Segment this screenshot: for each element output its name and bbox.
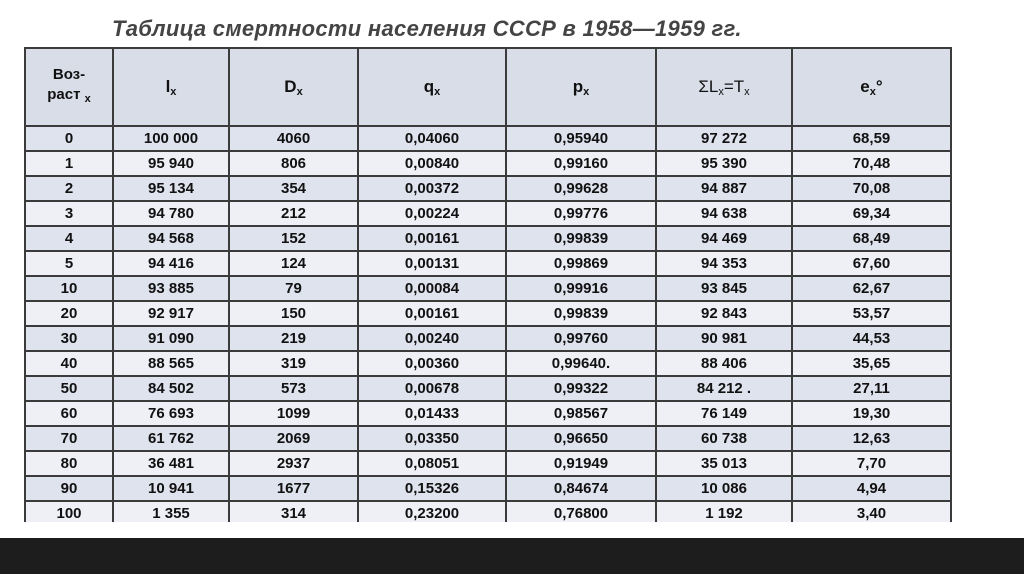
cell-lx: 84 502 <box>113 376 229 401</box>
cell-age: 50 <box>25 376 113 401</box>
cell-qx: 0,00224 <box>358 201 506 226</box>
cell-lx: 100 000 <box>113 126 229 151</box>
cell-ex: 62,67 <box>792 276 951 301</box>
cell-px: 0,99160 <box>506 151 656 176</box>
slide <box>22 0 974 522</box>
cell-lx: 94 780 <box>113 201 229 226</box>
col-header-dx <box>229 48 358 126</box>
cell-age: 60 <box>25 401 113 426</box>
cell-lx: 93 885 <box>113 276 229 301</box>
cell-qx: 0,00161 <box>358 226 506 251</box>
table-row <box>25 376 951 401</box>
mortality-table <box>24 47 952 522</box>
cell-dx: 319 <box>229 351 358 376</box>
cell-qx: 0,01433 <box>358 401 506 426</box>
cell-dx: 124 <box>229 251 358 276</box>
cell-lx: 1 355 <box>113 501 229 522</box>
cell-dx: 152 <box>229 226 358 251</box>
dx-symbol: D <box>284 76 297 96</box>
cell-tx: 97 272 <box>656 126 792 151</box>
cell-dx: 4060 <box>229 126 358 151</box>
table-row <box>25 401 951 426</box>
mortality-table-container <box>22 47 972 522</box>
col-header-age <box>25 48 113 126</box>
cell-ex: 35,65 <box>792 351 951 376</box>
cell-age: 80 <box>25 451 113 476</box>
col-header-qx <box>358 48 506 126</box>
cell-lx: 10 941 <box>113 476 229 501</box>
cell-dx: 1099 <box>229 401 358 426</box>
cell-qx: 0,04060 <box>358 126 506 151</box>
cell-tx: 93 845 <box>656 276 792 301</box>
cell-tx: 88 406 <box>656 351 792 376</box>
cell-px: 0,99869 <box>506 251 656 276</box>
table-row <box>25 126 951 151</box>
cell-dx: 150 <box>229 301 358 326</box>
age-header-bottom: раст <box>47 86 81 103</box>
cell-tx: 10 086 <box>656 476 792 501</box>
cell-px: 0,91949 <box>506 451 656 476</box>
cell-lx: 91 090 <box>113 326 229 351</box>
cell-age: 3 <box>25 201 113 226</box>
table-row <box>25 226 951 251</box>
cell-ex: 70,08 <box>792 176 951 201</box>
cell-tx: 35 013 <box>656 451 792 476</box>
table-row <box>25 151 951 176</box>
lx-sub: x <box>170 85 177 98</box>
px-symbol: p <box>572 76 584 96</box>
cell-px: 0,84674 <box>506 476 656 501</box>
table-row <box>25 426 951 451</box>
cell-ex: 4,94 <box>792 476 951 501</box>
cell-age: 2 <box>25 176 113 201</box>
cell-ex: 7,70 <box>792 451 951 476</box>
cell-tx: 1 192 <box>656 501 792 522</box>
cell-ex: 19,30 <box>792 401 951 426</box>
ex-degree: ° <box>875 76 883 96</box>
cell-tx: 94 353 <box>656 251 792 276</box>
cell-qx: 0,08051 <box>358 451 506 476</box>
cell-lx: 94 568 <box>113 226 229 251</box>
cell-px: 0,99839 <box>506 226 656 251</box>
cell-dx: 2937 <box>229 451 358 476</box>
age-header-top: Воз- <box>52 66 86 83</box>
page-title: Таблица смертности населения СССР в 1958—1959 гг. <box>112 16 742 41</box>
table-row <box>25 201 951 226</box>
cell-px: 0,96650 <box>506 426 656 451</box>
table-row <box>25 451 951 476</box>
cell-age: 10 <box>25 276 113 301</box>
cell-qx: 0,00360 <box>358 351 506 376</box>
cell-lx: 36 481 <box>113 451 229 476</box>
cell-age: 0 <box>25 126 113 151</box>
cell-tx: 76 149 <box>656 401 792 426</box>
cell-ex: 69,34 <box>792 201 951 226</box>
cell-qx: 0,00372 <box>358 176 506 201</box>
table-row <box>25 326 951 351</box>
cell-age: 90 <box>25 476 113 501</box>
cell-ex: 53,57 <box>792 301 951 326</box>
cell-dx: 354 <box>229 176 358 201</box>
cell-tx: 90 981 <box>656 326 792 351</box>
px-sub: x <box>583 85 590 98</box>
cell-ex: 27,11 <box>792 376 951 401</box>
cell-qx: 0,00084 <box>358 276 506 301</box>
cell-ex: 68,49 <box>792 226 951 251</box>
cell-dx: 219 <box>229 326 358 351</box>
table-row <box>25 501 951 522</box>
lx-symbol: l <box>165 76 171 96</box>
cell-tx: 84 212 . <box>656 376 792 401</box>
cell-dx: 79 <box>229 276 358 301</box>
cell-age: 100 <box>25 501 113 522</box>
cell-tx: 92 843 <box>656 301 792 326</box>
cell-age: 40 <box>25 351 113 376</box>
cell-tx: 94 638 <box>656 201 792 226</box>
ex-sub: x <box>869 85 876 98</box>
cell-dx: 1677 <box>229 476 358 501</box>
cell-dx: 314 <box>229 501 358 522</box>
cell-qx: 0,00678 <box>358 376 506 401</box>
cell-tx: 95 390 <box>656 151 792 176</box>
cell-age: 4 <box>25 226 113 251</box>
qx-sub: x <box>434 85 441 98</box>
cell-ex: 68,59 <box>792 126 951 151</box>
cell-px: 0,99322 <box>506 376 656 401</box>
cell-ex: 3,40 <box>792 501 951 522</box>
cell-qx: 0,00840 <box>358 151 506 176</box>
cell-qx: 0,00131 <box>358 251 506 276</box>
table-row <box>25 476 951 501</box>
presentation-footer-bar <box>0 538 1024 574</box>
cell-qx: 0,03350 <box>358 426 506 451</box>
cell-lx: 88 565 <box>113 351 229 376</box>
cell-ex: 67,60 <box>792 251 951 276</box>
cell-lx: 76 693 <box>113 401 229 426</box>
table-header-row <box>25 48 951 126</box>
cell-px: 0,99628 <box>506 176 656 201</box>
col-header-px <box>506 48 656 126</box>
cell-dx: 573 <box>229 376 358 401</box>
cell-age: 70 <box>25 426 113 451</box>
cell-dx: 806 <box>229 151 358 176</box>
cell-px: 0,99640. <box>506 351 656 376</box>
cell-lx: 94 416 <box>113 251 229 276</box>
cell-age: 5 <box>25 251 113 276</box>
table-row <box>25 251 951 276</box>
cell-dx: 212 <box>229 201 358 226</box>
cell-qx: 0,00240 <box>358 326 506 351</box>
tx-equals-symbol: =T <box>723 76 745 96</box>
cell-px: 0,99839 <box>506 301 656 326</box>
cell-dx: 2069 <box>229 426 358 451</box>
qx-symbol: q <box>423 76 435 96</box>
cell-px: 0,99916 <box>506 276 656 301</box>
cell-lx: 92 917 <box>113 301 229 326</box>
dx-sub: x <box>296 85 303 98</box>
cell-tx: 60 738 <box>656 426 792 451</box>
cell-px: 0,99776 <box>506 201 656 226</box>
col-header-tx <box>656 48 792 126</box>
ex-symbol: e <box>860 76 870 96</box>
table-row <box>25 301 951 326</box>
table-row <box>25 276 951 301</box>
cell-ex: 44,53 <box>792 326 951 351</box>
cell-px: 0,76800 <box>506 501 656 522</box>
cell-px: 0,98567 <box>506 401 656 426</box>
tx-sum-symbol: ΣL <box>698 76 719 96</box>
cell-age: 1 <box>25 151 113 176</box>
cell-px: 0,99760 <box>506 326 656 351</box>
cell-tx: 94 469 <box>656 226 792 251</box>
cell-age: 30 <box>25 326 113 351</box>
cell-ex: 12,63 <box>792 426 951 451</box>
cell-tx: 94 887 <box>656 176 792 201</box>
table-body <box>25 126 951 522</box>
cell-lx: 95 134 <box>113 176 229 201</box>
cell-qx: 0,23200 <box>358 501 506 522</box>
col-header-lx <box>113 48 229 126</box>
cell-qx: 0,15326 <box>358 476 506 501</box>
cell-ex: 70,48 <box>792 151 951 176</box>
table-row <box>25 176 951 201</box>
cell-lx: 95 940 <box>113 151 229 176</box>
cell-lx: 61 762 <box>113 426 229 451</box>
tx-sub1: x <box>718 85 724 98</box>
tx-sub2: x <box>744 85 750 98</box>
cell-qx: 0,00161 <box>358 301 506 326</box>
col-header-ex <box>792 48 951 126</box>
cell-px: 0,95940 <box>506 126 656 151</box>
cell-age: 20 <box>25 301 113 326</box>
age-header-sub: x <box>84 93 91 105</box>
table-row <box>25 351 951 376</box>
slide-bottom-gap <box>0 522 1024 538</box>
